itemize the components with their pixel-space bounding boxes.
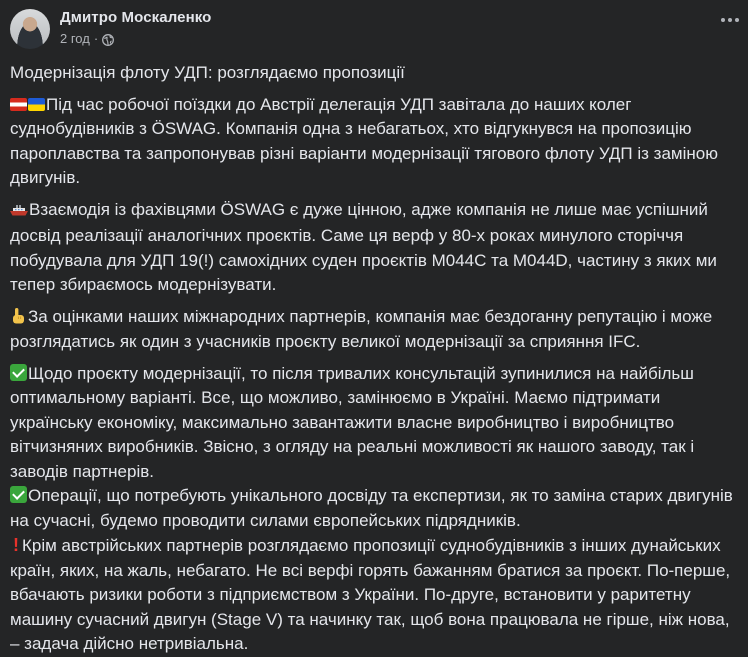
- more-horizontal-icon: [721, 18, 725, 22]
- paragraph-2-text: Взаємодія із фахівцями ÖSWAG є дуже цінною, адже компанія не лише має успішний досвід реалізації аналогічних проєктів. Саме ця верф у 80-х роках минулого сторіччя побудувала для УДП 19(!) самохідних суден проєктів М044С та М044D, частину з яких ми тепер збираємось модернізувати.: [10, 199, 717, 294]
- exclamation-icon: !: [13, 535, 19, 555]
- check-mark-icon: [10, 486, 27, 503]
- post-meta: [60, 30, 211, 48]
- globe-icon[interactable]: [102, 33, 114, 45]
- more-dot: [728, 18, 732, 22]
- paragraph-6-text: Крім австрійських партнерів розглядаємо пропозиції суднобудівників з інших дунайських країн, яких, на жаль, небагато. Не всі верфі горять бажанням братися за проєкт. По-перше, вбачають ризики роботи з підприємством з України. По-друге, встановити у раритетну машину сучасний двигун (Stage V) та начинку так, щоб вона працювала не гірше, ніж нова, – задача дійсно нетривіальна.: [10, 536, 731, 653]
- paragraph-1: [10, 93, 738, 191]
- check-mark-icon: [10, 364, 27, 381]
- paragraph-2: [10, 198, 738, 298]
- author-block: [60, 8, 211, 48]
- post-header: [10, 8, 736, 56]
- paragraph-6: [10, 533, 738, 657]
- paragraph-3-text: За оцінками наших міжнародних партнерів, компанія має бездоганну репутацію і може розглядатись як один з учасників проєкту великої модернізації за сприяння IFC.: [10, 306, 713, 351]
- flag-ukraine-icon: [28, 98, 45, 111]
- more-options-button[interactable]: [718, 10, 742, 30]
- post-title: Модернізація флоту УДП: розглядаємо пропозиції: [10, 63, 405, 82]
- paragraph-4-text: Щодо проєкту модернізації, то після тривалих консультацій зупинилися на найбільш оптимальному варіанті. Все, що можливо, замінюємо в Україні. Маємо підтримати українську економіку, максимально завантажити власне виробництво і виробництво вітчизняних виробників. Звісно, з огляду на реальні можливості як нашого заводу, так і заводів партнерів.: [10, 363, 695, 481]
- paragraph-1-text: Під час робочої поїздки до Австрії делегація УДП завітала до наших колег суднобудівників з ÖSWAG. Компанія одна з небагатьох, хто відгукнувся на пропозицію пароплавства та запропонував різні варіанти модернізації тягового флоту УДП із заміною двигунів.: [10, 94, 718, 187]
- post-timestamp[interactable]: 2 год: [60, 31, 90, 46]
- flag-austria-icon: [10, 98, 27, 111]
- paragraph-3: [10, 305, 738, 355]
- author-name[interactable]: Дмитро Москаленко: [60, 9, 212, 26]
- meta-separator: ·: [93, 31, 99, 46]
- pointing-up-icon: [10, 306, 28, 331]
- avatar[interactable]: [10, 9, 50, 49]
- more-dot: [735, 18, 739, 22]
- post-body: [10, 61, 738, 657]
- paragraph-4: [10, 362, 738, 485]
- paragraph-5-text: Операції, що потребують унікального досвіду та експертизи, як то заміна старих двигунів на сучасні, будемо проводити силами європейських підрядників.: [10, 486, 733, 530]
- paragraph-5: [10, 484, 738, 533]
- ship-icon: [10, 200, 28, 225]
